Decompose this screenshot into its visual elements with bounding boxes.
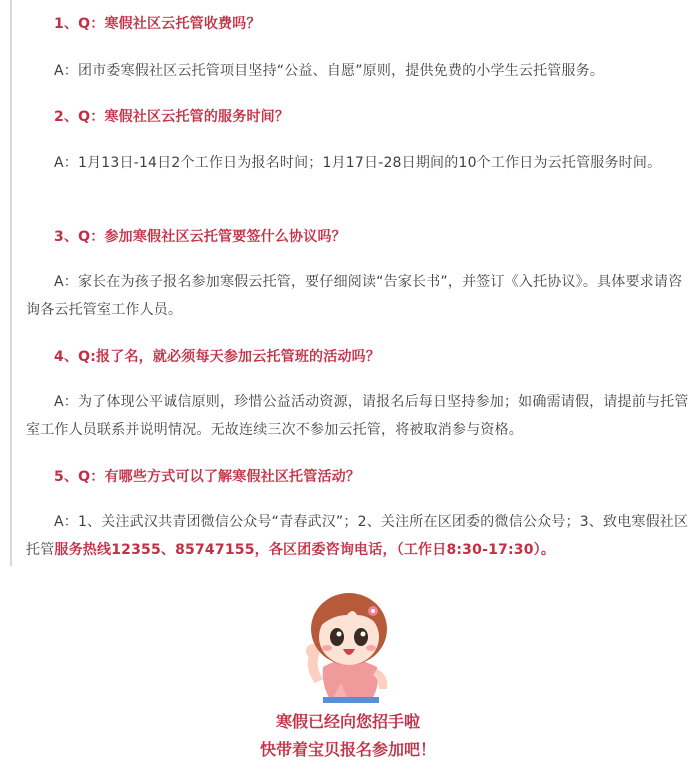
cartoon-girl-waving-icon [301, 585, 397, 703]
cta-line-1: 寒假已经向您招手啦 [275, 712, 420, 731]
faq-question-3: 3、Q：参加寒假社区云托管要签什么协议吗？ [54, 229, 346, 245]
faq-answer-1: A：团市委寒假社区云托管项目坚持“公益、自愿”原则，提供免费的小学生云托管服务。 [54, 63, 605, 79]
faq-answer-3: A：家长在为孩子报名参加寒假云托管，要仔细阅读“告家长书”，并签订《入托协议》。具体要求请咨询各云托管室工作人员。 [26, 274, 683, 318]
faq-question-2: 2、Q：寒假社区云托管的服务时间？ [54, 109, 290, 125]
faq-answer-2: A：1月13日-14日2个工作日为报名时间；1月17日-28日期间的10个工作日为云托管服务时间。 [54, 155, 662, 171]
cta-line-2: 快带着宝贝报名参加吧！ [259, 740, 436, 759]
faq-section [10, 0, 692, 566]
faq-answer-5-hotline: 服务热线12355、85747155，各区团委咨询电话，（工作日8:30-17:30）。 [54, 542, 556, 558]
faq-question-5: 5、Q：有哪些方式可以了解寒假社区托管活动？ [54, 469, 361, 485]
faq-answer-4: A：为了体现公平诚信原则，珍惜公益活动资源，请报名后每日坚持参加；如确需请假，请提前与托管室工作人员联系并说明情况。无故连续三次不参加云托管，将被取消参与资格。 [26, 394, 689, 438]
faq-answer-5 [26, 508, 690, 564]
faq-answer-5-text: A：1、关注武汉共青团微信公众号“青春武汉”；2、关注所在区团委的微信公众号；3、致电寒假社区托管 [26, 514, 689, 558]
faq-question-4: 4、Q:报了名，就必须每天参加云托管班的活动吗？ [54, 349, 381, 365]
faq-question-1: 1、Q：寒假社区云托管收费吗？ [54, 16, 261, 32]
